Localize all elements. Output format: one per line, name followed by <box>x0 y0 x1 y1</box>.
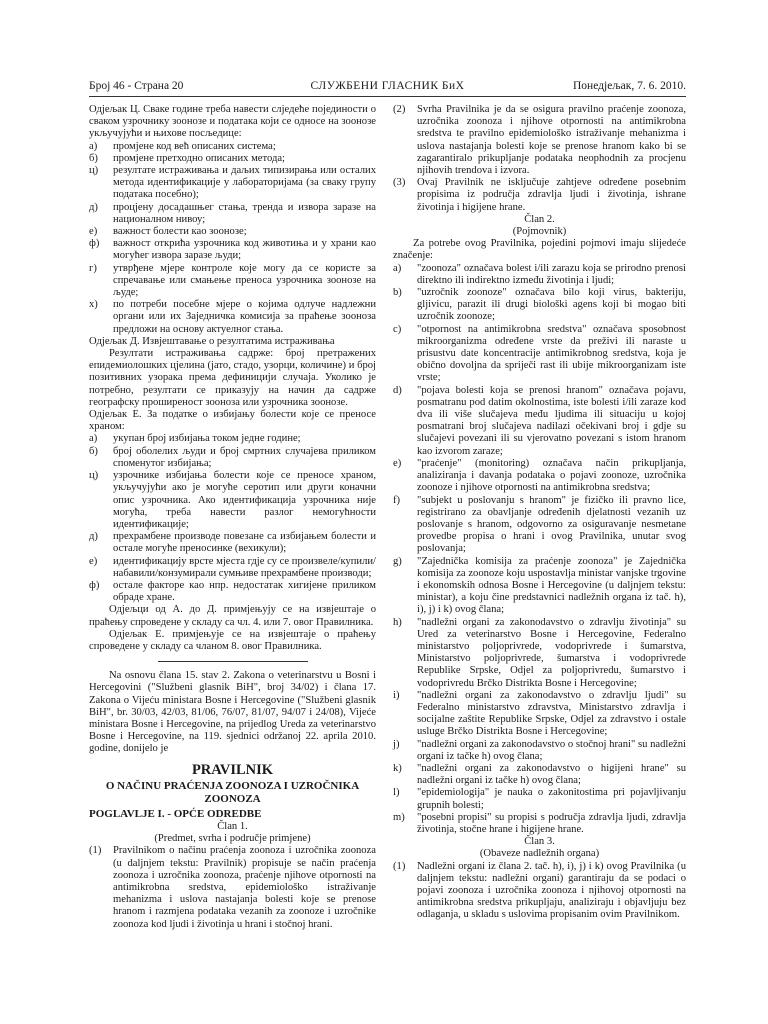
document-subtitle-line-1: O NAČINU PRAĆENJA ZOONOZA I UZROČNIKA <box>105 779 360 792</box>
document-subtitle-line-2: ZOONOZA <box>204 792 261 805</box>
list-item-text: "Zajednička komisija za praćenje zoonoza" je Zajednička komisija za zoonoze koju uspostavlja ministar vanjske trgovine i ekonomskih odnosa Bosne i Hercegovine (u daljnjem tekstu: ministar), a koju čine predstavnici nadležnih organa iz tač. h), i), j) i k) ovog člana; <box>417 555 686 616</box>
separator-rule <box>158 661 308 662</box>
definition-item <box>393 556 686 617</box>
list-item-text: "praćenje" (monitoring) označava način prikupljanja, analiziranja i davanja podataka o pojavi zoonoze, uzročnika zoonoze i njihove otpornosti na antimikrobna sredstva; <box>417 457 686 494</box>
chapter-heading: POGLAVLJE I. - OPĆE ODREDBE <box>89 807 262 820</box>
list-item-text: број оболелих људи и број смртних случајева приликом споменутог избијања; <box>113 445 376 469</box>
list-item-text: "nadležni organi za zakonodavstvo o higijeni hrane" su nadležni organi iz tačke h) ovog člana; <box>417 762 686 787</box>
section-c-intro: Одјељак Ц. Сваке године треба навести слједеће појединости о сваком узрочнику зоонозе и података који се односе на зоонозе укључујући и њихове посљедице: <box>89 104 376 140</box>
list-item <box>89 202 376 226</box>
list-item-text: "uzročnik zoonoze" označava bilo koji virus, bakteriju, gljivicu, parazit ili drugi biološki agens koji bi mogao biti uzročnik zoonoze; <box>417 287 686 323</box>
header-date: Понедјељак, 7. 6. 2010. <box>573 80 686 92</box>
list-item-text: "pojava bolesti koja se prenosi hranom" označava pojavu, posmatranu pod datim okolnostima, iste bolesti i/ili zaraze kod dva ili više slučajeva među ljudima ili situaciju u kojoj posmatrani broj slučajeva nadilazi očekivani broj i gdje su slučajevi povezani ili su vjerovatno povezani s istom hranom kao izvorom zaraze; <box>417 384 686 457</box>
list-item-marker: e) <box>393 457 402 469</box>
list-item-text: резултате истраживања и даљих типизирања или осталих метода идентификације у лабораторијама (за сваку групу података посебно); <box>113 165 376 201</box>
list-item-text: остале факторе као нпр. недостатак хигијене приликом обраде хране. <box>113 579 376 604</box>
list-item <box>89 531 376 555</box>
paragraph-marker: (1) <box>89 845 102 857</box>
list-item <box>89 263 376 300</box>
list-item-marker: d) <box>393 384 402 396</box>
list-item-text: "otpornost na antimikrobna sredstva" označava sposobnost mikroorganizma određene vrste da preživi ili naraste u prisustvu date koncentracije antimikrobnog sredstva, koja je obično dovoljna da spriječi rast ili ubije mikroorganizam iste vrste; <box>417 323 686 384</box>
section-e-list <box>89 433 376 604</box>
list-item-text: "subjekt u poslovanju s hranom" je fizičko ili pravno lice, registrirano za obavljanje određenih djelatnosti vezanih uz poslovanje s hranom, odgovorno za osiguravanje nesmetane provedbe propisa o hrani i ovog Pravilnika, unutar svog poslovanja; <box>417 494 686 555</box>
list-item-marker: д) <box>89 201 98 213</box>
paragraph-marker: (3) <box>393 177 406 189</box>
list-item-marker: l) <box>393 787 400 799</box>
list-item-marker: f) <box>393 494 401 506</box>
header-gazette-title: СЛУЖБЕНИ ГЛАСНИК БиХ <box>310 80 465 92</box>
article-1-paragraph-1 <box>89 845 376 930</box>
list-item-marker: k) <box>393 762 402 774</box>
list-item <box>89 226 376 238</box>
list-item-text: промјене код већ описаних система; <box>113 140 276 152</box>
list-item-text: "nadležni organi za zakonodavstvo o stočnoj hrani" su nadležni organi iz tačke h) ovog člana; <box>417 738 686 762</box>
paragraph-text: Svrha Pravilnika je da se osigura pravilno praćenje zoonoza, uzročnika zoonoza i njihove otpornosti na antimikrobna sredstva te pravilno epidemiološko istraživanje mehanizma i uslova nastajanja bolesti koje se prenose hranom kako bi se zagarantiralo prikupljanje podataka neophodnih za procjenu njihovih trendova i izvora. <box>417 104 686 177</box>
section-d-title: Одјељак Д. Извјештавање о резултатима истраживања <box>89 335 335 347</box>
list-item-text: "posebni propisi" su propisi s područja zdravlja ljudi, zdravlja životinja, stočne hrane i higijene hrane. <box>417 811 686 835</box>
list-item-text: прехрамбене производе повезане са избијањем болести и остале могуће преносинке (вехикули); <box>113 531 376 555</box>
list-item-marker: е) <box>89 226 98 238</box>
list-item-text: по потреби посебне мјере о којима одлуче надлежни органи или их Заједничка комисија за праћење зооноза предложи на основу актуелног стања. <box>113 299 376 335</box>
definition-item <box>393 617 686 690</box>
article-3-paragraph-1 <box>393 861 686 922</box>
list-item <box>89 556 376 580</box>
list-item-marker: а) <box>89 140 98 152</box>
list-item-marker: a) <box>393 262 402 274</box>
list-item <box>89 299 376 336</box>
article-1-heading: Član 1. <box>217 820 248 832</box>
list-item-text: процјену досадашњег стања, трендa и извора заразе на националном нивоу; <box>113 201 376 225</box>
article-3-subheading: (Obaveze nadležnih organa) <box>479 848 600 860</box>
closing-paragraph-2: Одјељак Е. примјењује се на извјештаје о праћењу спроведене у складу са чланом 8. овог Правилника. <box>89 628 376 652</box>
list-item-marker: b) <box>393 287 402 299</box>
paragraph-text: Ovaj Pravilnik ne isključuje zahtjeve određene posebnim propisima iz područja zdravlja ljudi i životinja, ishrane životinja i higijene hrane. <box>417 177 686 213</box>
list-item-text: "epidemiologija" je nauka o zakonitostima pri pojavljivanju grupnih bolesti; <box>417 787 686 811</box>
paragraph-marker: (1) <box>393 860 406 872</box>
paragraph-marker: (2) <box>393 104 406 115</box>
definition-item <box>393 787 686 811</box>
definition-item <box>393 690 686 739</box>
article-2-heading: Član 2. <box>524 213 555 225</box>
list-item-marker: ф) <box>89 579 100 591</box>
article-1-paragraph-2 <box>393 104 686 177</box>
list-item-marker: г) <box>89 262 97 274</box>
list-item <box>89 580 376 604</box>
article-2-subheading: (Pojmovnik) <box>512 226 567 238</box>
list-item-marker: а) <box>89 433 98 445</box>
list-item-marker: б) <box>89 445 98 457</box>
list-item <box>89 141 376 153</box>
list-item-marker: е) <box>89 555 98 567</box>
list-item-marker: h) <box>393 616 402 628</box>
definition-item <box>393 739 686 763</box>
list-item-text: утврђене мјере контроле које могу да се користе за спречавање или смањење преноса узрочника зоонозе на људе; <box>113 262 376 299</box>
article-1-paragraph-3 <box>393 177 686 214</box>
list-item-marker: ц) <box>89 165 99 177</box>
header-issue-page: Број 46 - Страна 20 <box>89 80 184 92</box>
list-item <box>89 446 376 470</box>
list-item <box>89 238 376 262</box>
closing-paragraph-1: Одјељци од А. до Д. примјењују се на извјештаје о праћењу спроведене у складу са чл. 4. или 7. овог Правилника. <box>89 604 376 628</box>
list-item-marker: ц) <box>89 470 99 482</box>
list-item-text: "nadležni organi za zakonodavstvo o zdravlju životinja" su Ured za veterinarstvo Bosne i Hercegovine, Federalno ministarstvo poljoprivrede, vodoprivrede i šumarstva, Ministarstvo poljoprivrede, šumarstva i vodoprivrede Republike Srpske, Odjel za poljoprivredu, šumarstvo i vodoprivredu Brčko Distrikta Bosne i Hercegovine; <box>417 616 686 689</box>
list-item-marker: ф) <box>89 238 100 250</box>
list-item-marker: g) <box>393 555 402 567</box>
list-item-text: важност открића узрочника код животиња и у храни као могућег извора заразе људи; <box>113 238 376 262</box>
list-item-marker: х) <box>89 299 98 311</box>
definition-item <box>393 763 686 787</box>
list-item <box>89 470 376 531</box>
paragraph-text: Nadležni organi iz člana 2. tač. h), i), j) i k) ovog Pravilnika (u daljnjem tekstu: nadležni organi) garantiraju da se podaci o pojavi zoonoza i uzročnika zoonoza i njihovoj otpornosti na antimikrobna sredstva prikupljaju, analiziraju i objavljuju bez odlaganja, u skladu s uslovima propisanim ovim Pravilnikom. <box>417 860 686 921</box>
list-item-text: промјене претходно описаних метода; <box>113 152 285 164</box>
definition-item <box>393 495 686 556</box>
list-item-text: важност болести као зоонозе; <box>113 226 247 238</box>
definition-item <box>393 263 686 287</box>
list-item-marker: j) <box>393 738 400 750</box>
list-item-text: "zoonoza" označava bolest i/ili zarazu koja se prirodno prenosi direktno ili indirektno između životinja i ljudi; <box>417 262 686 286</box>
list-item-text: узрочнике избијања болести које се преносе храном, укључујући ако је могуће серотип или други коначни опис узрочника. Ако идентификација узрочника није могућа, треба навести разлог немогућности идентификације; <box>113 470 376 530</box>
document-title: PRAVILNIK <box>191 761 274 778</box>
list-item-text: укупан број избијања током једне године; <box>113 433 301 445</box>
definition-item <box>393 812 686 836</box>
list-item-marker: д) <box>89 531 98 543</box>
article-1-subheading: (Predmet, svrha i područje primjene) <box>154 833 311 845</box>
definition-item <box>393 324 686 385</box>
list-item <box>89 433 376 445</box>
definitions-list <box>393 263 686 837</box>
preamble: Na osnovu člana 15. stav 2. Zakona o veterinarstvu u Bosni i Hercegovini ("Službeni glasnik BiH", broj 34/02) i člana 17. Zakona o Vijeću ministara Bosne i Hercegovine ("Službeni glasnik BiH", br. 30/03, 42/03, 81/06, 76/07, 81/07, 94/07 i 24/08), Vijeće ministara Bosne i Hercegovine, na prijedlog Ureda za veterinarstvo Bosne i Hercegovine, na 119. sjednici održanoj 22. aprila 2010. godine, donijelo je <box>89 670 376 755</box>
list-item-text: идентификацију врсте мјеста гдје су се произвеле/купили/набавили/конзумирали сумњиве прехрамбене производи; <box>113 555 376 579</box>
list-item-text: "nadležni organi za zakonodavstvo o zdravlju ljudi" su Federalno ministarstvo zdravstva, Ministarstvo zdravlja i socijalne zaštite Republike Srpske, Odjel za zdravstvo i ostale usluge Brčko Distrikta Bosne i Hercegovine; <box>417 689 686 738</box>
definition-item <box>393 458 686 495</box>
list-item-marker: m) <box>393 811 405 823</box>
article-3-heading: Član 3. <box>524 836 555 848</box>
paragraph-text: Pravilnikom o načinu praćenja zoonoza i uzročnika zoonoza (u daljnjem tekstu: Pravilnik) propisuje se način praćenja zoonoza i uzročnika zoonoza, praćenje njihove otpornosti na antimikrobna sredstva, epidemiološko istraživanje mehanizma i uslova nastajanja bolesti koje se prenose hranom i razmjena podataka vezanih za zoonoze i uzročnike zoonoza kod ljudi i životinja u hrani i stočnoj hrani. <box>113 845 376 930</box>
definition-item <box>393 385 686 458</box>
left-column <box>89 104 376 931</box>
section-e-intro: Одјељак Е. За податке о избијању болести које се преносе храном: <box>89 409 376 433</box>
list-item-marker: i) <box>393 689 400 701</box>
page-header <box>89 80 686 97</box>
list-item-marker: c) <box>393 323 402 335</box>
definition-item <box>393 287 686 324</box>
list-item <box>89 165 376 202</box>
list-item <box>89 153 376 165</box>
section-d-text: Резултати истраживања садрже: број претражених епидемиолошких цјелина (јато, стадо, узорци, количине) и број позитивних узорака према дефиницији случаја. Уколико је потребно, резултати се приказују на начин да садрже географску проширеност зооноза или узрочника зоонозе. <box>89 348 376 408</box>
right-column <box>393 104 686 922</box>
list-item-marker: б) <box>89 152 98 164</box>
section-c-list <box>89 141 376 336</box>
article-2-intro: Za potrebe ovog Pravilnika, pojedini pojmovi imaju slijedeće značenje: <box>393 238 686 262</box>
